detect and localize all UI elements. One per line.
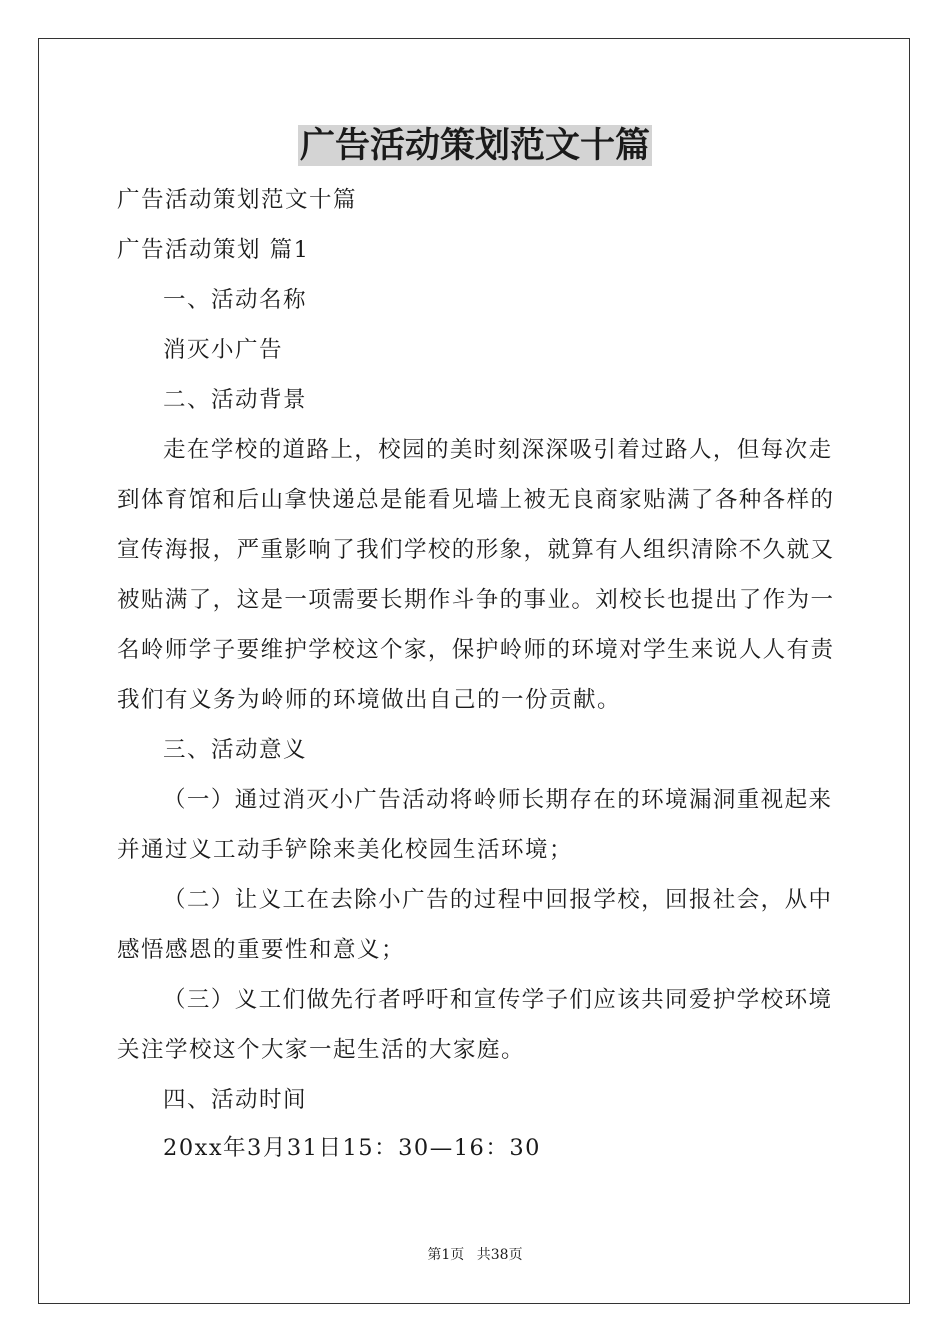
paragraph-line: 关注学校这个大家一起生活的大家庭。 <box>117 1037 526 1063</box>
section-heading-part1: 广告活动策划 篇1 <box>117 237 310 263</box>
paragraph-line: 名岭师学子要维护学校这个家，保护岭师的环境对学生来说人人有责 <box>117 637 833 663</box>
heading-activity-time: 四、活动时间 <box>163 1087 308 1113</box>
paragraph-line: （二）让义工在去除小广告的过程中回报学校，回报社会，从中 <box>163 887 831 913</box>
paragraph-line: 到体育馆和后山拿快递总是能看见墙上被无良商家贴满了各种各样的 <box>117 487 833 513</box>
paragraph-line: 并通过义工动手铲除来美化校园生活环境； <box>117 837 574 863</box>
paragraph-line: 宣传海报，严重影响了我们学校的形象，就算有人组织清除不久就又 <box>117 537 833 563</box>
paragraph-line: 消灭小广告 <box>163 337 284 363</box>
document-title-text: 广告活动策划范文十篇 <box>299 125 650 166</box>
page-number: 第1页 <box>427 1247 465 1263</box>
paragraph-line: 被贴满了，这是一项需要长期作斗争的事业。刘校长也提出了作为一 <box>117 587 833 613</box>
heading-activity-background: 二、活动背景 <box>163 387 308 413</box>
paragraph-line: （三）义工们做先行者呼吁和宣传学子们应该共同爱护学校环境 <box>163 987 831 1013</box>
paragraph-line: 走在学校的道路上，校园的美时刻深深吸引着过路人，但每次走 <box>163 437 831 463</box>
paragraph-line: （一）通过消灭小广告活动将岭师长期存在的环境漏洞重视起来 <box>163 787 831 813</box>
heading-activity-significance: 三、活动意义 <box>163 737 308 763</box>
paragraph-line: 我们有义务为岭师的环境做出自己的一份贡献。 <box>117 687 622 713</box>
page-footer <box>0 1245 950 1265</box>
heading-activity-name: 一、活动名称 <box>163 287 308 313</box>
page-total: 共38页 <box>476 1247 523 1263</box>
document-title <box>0 122 950 170</box>
paragraph-line: 感悟感恩的重要性和意义； <box>117 937 406 963</box>
activity-time-value: 20xx年3月31日15：30—16：30 <box>163 1135 541 1161</box>
subtitle-line: 广告活动策划范文十篇 <box>117 187 358 213</box>
